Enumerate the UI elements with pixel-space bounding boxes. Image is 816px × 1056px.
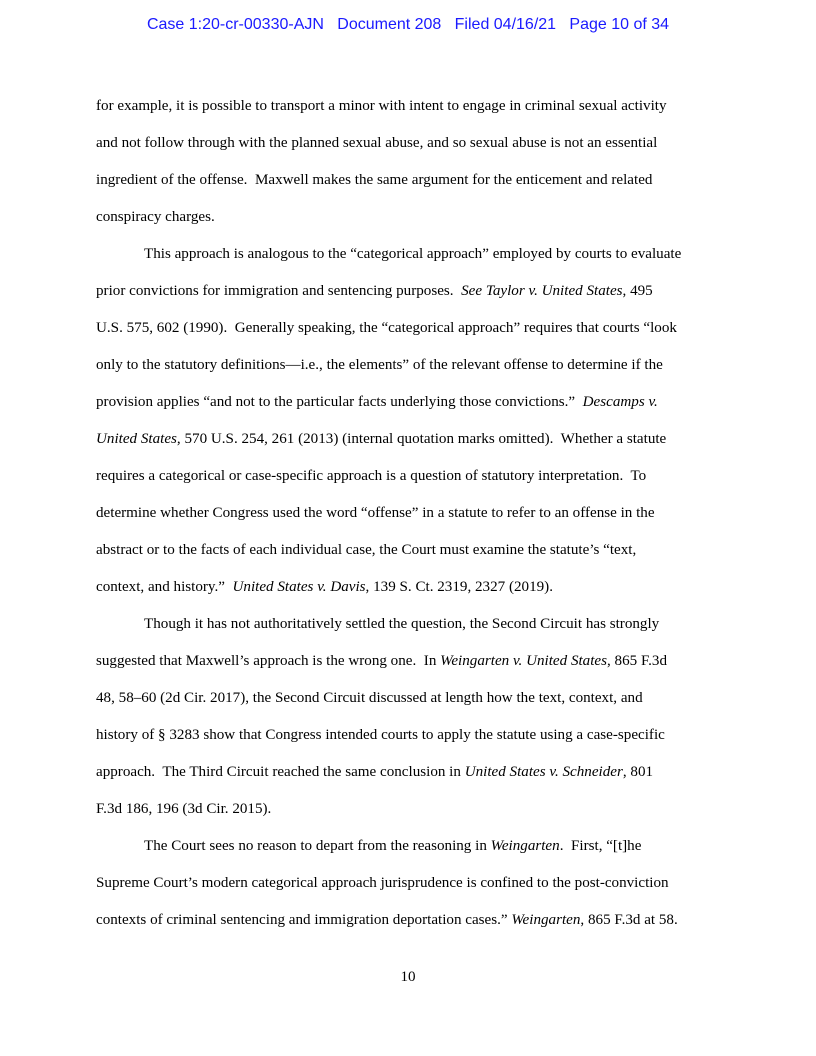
text-line <box>96 574 720 611</box>
case-citation: Weingarten <box>511 912 581 928</box>
text-line <box>96 907 720 944</box>
text-segment: This approach is analogous to the “categorical approach” employed by courts to evaluate <box>144 246 682 262</box>
text-segment: requires a categorical or case-specific approach is a question of statutory interpretation. To <box>96 468 647 484</box>
text-segment: ingredient of the offense. Maxwell makes the same argument for the enticement and related <box>96 172 653 188</box>
text-line <box>96 241 720 278</box>
case-header: Case 1:20-cr-00330-AJN Document 208 Filed 04/16/21 Page 10 of 34 <box>146 16 670 33</box>
text-segment: . First, “[t]he <box>559 838 642 854</box>
text-segment: F.3d 186, 196 (3d Cir. 2015). <box>96 801 272 817</box>
case-citation: Weingarten v. United States <box>440 653 607 669</box>
text-line <box>96 204 720 241</box>
text-line <box>96 315 720 352</box>
text-line <box>96 833 720 870</box>
text-segment: , 570 U.S. 254, 261 (2013) (internal quotation marks omitted). Whether a statute <box>176 431 667 447</box>
text-segment: context, and history.” <box>96 579 233 595</box>
text-line <box>96 463 720 500</box>
text-segment: 48, 58–60 (2d Cir. 2017), the Second Circuit discussed at length how the text, context, and <box>96 690 643 706</box>
text-segment: suggested that Maxwell’s approach is the wrong one. In <box>96 653 441 669</box>
text-segment: history of § 3283 show that Congress intended courts to apply the statute using a case-specific <box>96 727 665 743</box>
text-segment: approach. The Third Circuit reached the same conclusion in <box>96 764 465 780</box>
text-segment: , 495 <box>622 283 653 299</box>
text-segment: prior convictions for immigration and sentencing purposes. <box>96 283 462 299</box>
text-line <box>96 648 720 685</box>
text-segment: conspiracy charges. <box>96 209 215 225</box>
text-line <box>96 389 720 426</box>
opinion-body <box>96 93 720 944</box>
text-line <box>96 537 720 574</box>
text-segment: , 139 S. Ct. 2319, 2327 (2019). <box>365 579 553 595</box>
text-line <box>96 93 720 130</box>
case-citation: Descamps v. <box>582 394 658 410</box>
case-citation: United States <box>96 431 177 447</box>
text-line <box>96 685 720 722</box>
text-segment: provision applies “and not to the particular facts underlying those convictions.” <box>96 394 583 410</box>
page-number: 10 <box>400 969 416 985</box>
text-line <box>96 426 720 463</box>
text-segment: Supreme Court’s modern categorical approach jurisprudence is confined to the post-conviction <box>96 875 669 891</box>
text-segment: The Court sees no reason to depart from the reasoning in <box>144 838 491 854</box>
text-line <box>96 611 720 648</box>
text-line <box>96 722 720 759</box>
text-segment: , 865 F.3d <box>607 653 668 669</box>
text-line <box>96 167 720 204</box>
text-segment: contexts of criminal sentencing and immigration deportation cases.” <box>96 912 512 928</box>
text-segment: abstract or to the facts of each individual case, the Court must examine the statute’s “text, <box>96 542 637 558</box>
text-segment: determine whether Congress used the word “offense” in a statute to refer to an offense in the <box>96 505 655 521</box>
text-line <box>96 130 720 167</box>
text-line <box>96 352 720 389</box>
text-segment: only to the statutory definitions—i.e., the elements” of the relevant offense to determine if the <box>96 357 663 373</box>
text-segment: U.S. 575, 602 (1990). Generally speaking, the “categorical approach” requires that courts “look <box>96 320 677 336</box>
text-line <box>96 278 720 315</box>
text-line <box>96 870 720 907</box>
case-citation: See Taylor v. United States <box>461 283 623 299</box>
text-segment: , 801 <box>622 764 654 780</box>
text-segment: for example, it is possible to transport a minor with intent to engage in criminal sexual activity <box>96 98 667 114</box>
text-line <box>96 500 720 537</box>
case-citation: United States v. Schneider <box>464 764 623 780</box>
case-citation: United States v. Davis <box>232 579 366 595</box>
case-citation: Weingarten <box>490 838 560 854</box>
text-segment: Though it has not authoritatively settled the question, the Second Circuit has strongly <box>144 616 660 632</box>
text-segment: and not follow through with the planned sexual abuse, and so sexual abuse is not an essential <box>96 135 658 151</box>
text-line <box>96 796 720 833</box>
text-line <box>96 759 720 796</box>
text-segment: , 865 F.3d at 58. <box>580 912 678 928</box>
